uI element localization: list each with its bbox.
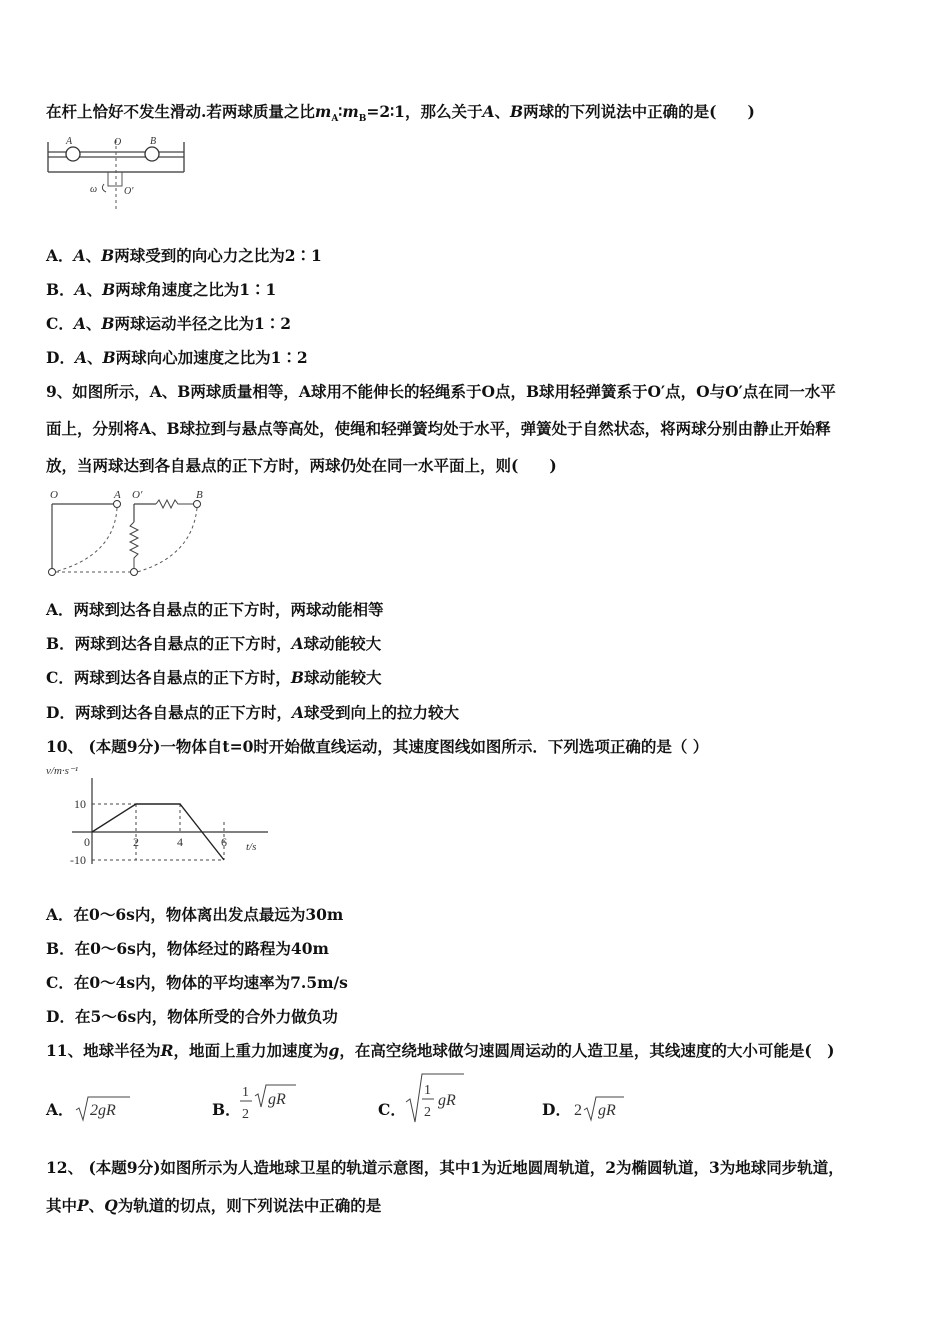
label-omega: ω (90, 184, 98, 195)
label-o-prime: O′ (132, 489, 143, 501)
label-o: O (114, 137, 122, 148)
svg-text:gR: gR (268, 1091, 286, 1108)
q12-stem-line2: 其中P、Q为轨道的切点，则下列说法中正确的是 (46, 1196, 382, 1215)
q11-option-c-formula (404, 1072, 468, 1128)
q8-option-a[interactable]: A．A、B两球受到的向心力之比为2∶1 (46, 246, 322, 265)
q12-stem-line1: 12、 (本题9分)如图所示为人造地球卫星的轨道示意图，其中1为近地圆周轨道，2为椭圆轨道，3为地球同步轨道， (46, 1158, 844, 1177)
y-tick--10: -10 (70, 853, 86, 867)
q8-stem: 在杆上恰好不发生滑动.若两球质量之比$m_A∶m_B=2∶1$，那么关于A、B两球的下列说法中正确的是( ) (46, 102, 755, 125)
svg-text:gR: gR (438, 1092, 456, 1109)
q11-stem: 11、地球半径为R，地面上重力加速度为g，在高空绕地球做匀速圆周运动的人造卫星，其线速度的大小可能是( ) (46, 1041, 835, 1060)
x-tick-4: 4 (177, 835, 183, 849)
ball-b (145, 147, 159, 161)
label-o: O (50, 489, 58, 501)
y-axis-label: v/m·s⁻¹ (46, 765, 79, 777)
label-b: B (196, 489, 203, 501)
q10-option-a[interactable]: A．在0～6s内，物体离出发点最远为30m (46, 905, 344, 924)
q10-option-c[interactable]: C．在0～4s内，物体的平均速率为7.5m/s (46, 973, 348, 992)
x-axis-label: t/s (246, 841, 257, 853)
ball-a (66, 147, 80, 161)
q10-option-b[interactable]: B．在0～6s内，物体经过的路程为40m (46, 939, 329, 958)
q11-option-b[interactable]: B． (212, 1100, 241, 1119)
q11-option-a[interactable]: A． (46, 1100, 74, 1119)
label-o-prime: O′ (124, 186, 134, 197)
svg-text:gR: gR (598, 1102, 616, 1119)
q9-option-a[interactable]: A．两球到达各自悬点的正下方时，两球动能相等 (46, 600, 384, 619)
q11-option-d[interactable]: D． (542, 1100, 571, 1119)
q9-stem-line3: 放，当两球达到各自悬点的正下方时，两球仍处在同一水平面上，则( ) (46, 456, 557, 475)
label-b: B (150, 136, 157, 147)
label-a: A (114, 489, 121, 501)
q9-pendulum-spring-figure (44, 486, 214, 580)
svg-text:2: 2 (424, 1105, 431, 1120)
q9-stem-line2: 面上，分别将A、B球拉到与悬点等高处，使绳和轻弹簧均处于水平，弹簧处于自然状态，将两球分别由静止开始释 (46, 419, 831, 438)
q10-option-d[interactable]: D．在5～6s内，物体所受的合外力做负功 (46, 1007, 338, 1026)
q11-option-a-formula (74, 1094, 134, 1124)
x-tick-2: 2 (133, 835, 139, 849)
q11-option-c[interactable]: C． (378, 1100, 406, 1119)
q11-option-b-formula (238, 1080, 298, 1126)
q8-option-c[interactable]: C．A、B两球运动半径之比为1∶2 (46, 314, 292, 333)
x-tick-0: 0 (84, 835, 90, 849)
q10-stem: 10、 (本题9分)一物体自t=0时开始做直线运动，其速度图线如图所示．下列选项正确的是（ ） (46, 737, 709, 756)
x-tick-6: 6 (221, 835, 227, 849)
y-tick-10: 10 (74, 797, 86, 811)
label-a: A (66, 136, 73, 147)
q9-stem-line1: 9、如图所示，A、B两球质量相等，A球用不能伸长的轻绳系于O点，B球用轻弹簧系于O′点，O与O′点在同一水平 (46, 382, 836, 401)
q11-option-d-formula (572, 1094, 632, 1124)
svg-text:1: 1 (242, 1085, 249, 1100)
svg-text:2: 2 (242, 1107, 249, 1122)
svg-text:1: 1 (424, 1083, 431, 1098)
svg-text:2: 2 (574, 1102, 582, 1119)
q10-velocity-time-chart (44, 762, 274, 882)
q9-option-b[interactable]: B．两球到达各自悬点的正下方时，A球动能较大 (46, 634, 382, 653)
q9-option-c[interactable]: C．两球到达各自悬点的正下方时，B球动能较大 (46, 668, 382, 687)
svg-text:2gR: 2gR (90, 1102, 116, 1119)
q8-option-b[interactable]: B．A、B两球角速度之比为1∶1 (46, 280, 277, 299)
q8-option-d[interactable]: D．A、B两球向心加速度之比为1∶2 (46, 348, 308, 367)
q9-option-d[interactable]: D．两球到达各自悬点的正下方时，A球受到向上的拉力较大 (46, 703, 460, 722)
q8-rotating-rod-figure (44, 132, 194, 212)
